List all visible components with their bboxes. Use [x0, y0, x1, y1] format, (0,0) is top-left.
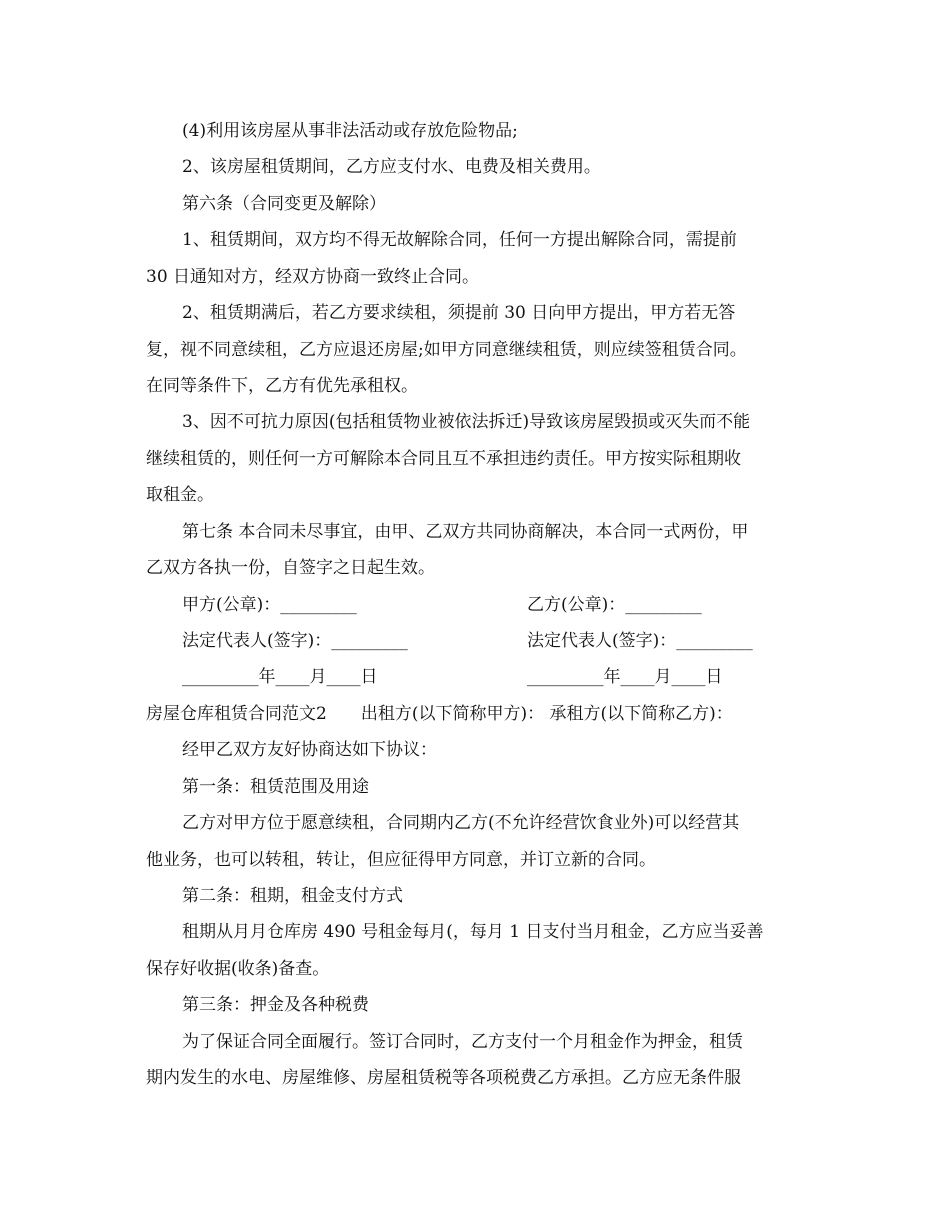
- signature-row-rep: [182, 630, 753, 652]
- section-heading: 第六条（合同变更及解除）: [182, 194, 386, 214]
- contract-title-line: 房屋仓库租赁合同范文2 出租方(以下简称甲方)： 承租方(以下简称乙方)：: [146, 704, 733, 724]
- text-line: (4)利用该房屋从事非法活动或存放危险物品;: [182, 121, 518, 141]
- text-line: 30 日通知对方，经双方协商一致终止合同。: [146, 267, 480, 287]
- party-b-seal: 乙方(公章)：_________: [527, 595, 702, 615]
- text-line: 乙双方各执一份，自签字之日起生效。: [146, 558, 435, 578]
- text-line: 乙方对甲方位于愿意续租，合同期内乙方(不允许经营饮食业外)可以经营其: [182, 813, 740, 833]
- text-line: 他业务，也可以转租，转让，但应征得甲方同意，并订立新的合同。: [146, 850, 656, 870]
- text-line: 期内发生的水电、房屋维修、房屋租赁税等各项税费乙方承担。乙方应无条件服: [146, 1068, 741, 1088]
- text-line: 2、租赁期满后，若乙方要求续租，须提前 30 日向甲方提出，甲方若无答: [182, 303, 736, 323]
- text-line: 在同等条件下，乙方有优先承租权。: [146, 376, 418, 396]
- party-b-representative: 法定代表人(签字)：_________: [527, 631, 753, 651]
- text-line: 经甲乙双方友好协商达如下协议：: [182, 740, 437, 760]
- text-line: 复，视不同意续租，乙方应退还房屋;如甲方同意继续租赁，则应续签租赁合同。: [146, 340, 747, 360]
- text-line: 3、因不可抗力原因(包括租赁物业被依法拆迁)导致该房屋毁损或灭失而不能: [182, 412, 751, 432]
- party-a-representative: 法定代表人(签字)：_________: [182, 631, 408, 651]
- signature-row-seal: [182, 594, 702, 616]
- party-a-date: _________年____月____日: [182, 667, 378, 687]
- party-b-date: _________年____月____日: [527, 667, 723, 687]
- text-line: 1、租赁期间，双方均不得无故解除合同，任何一方提出解除合同，需提前: [182, 230, 737, 250]
- section-heading: 第一条：租赁范围及用途: [182, 777, 369, 797]
- text-line: 2、该房屋租赁期间，乙方应支付水、电费及相关费用。: [182, 157, 601, 177]
- signature-row-date: [182, 666, 723, 688]
- section-heading: 第二条：租期，租金支付方式: [182, 886, 403, 906]
- text-line: 租期从月月仓库房 490 号租金每月(，每月 1 日支付当月租金，乙方应当妥善: [182, 922, 764, 942]
- text-line: 取租金。: [146, 485, 214, 505]
- text-line: 继续租赁的，则任何一方可解除本合同且互不承担违约责任。甲方按实际租期收: [146, 449, 741, 469]
- section-heading: 第三条：押金及各种税费: [182, 995, 369, 1015]
- text-line: 第七条 本合同未尽事宜，由甲、乙双方共同协商解决，本合同一式两份，甲: [182, 522, 749, 542]
- text-line: 为了保证合同全面履行。签订合同时，乙方支付一个月租金作为押金，租赁: [182, 1032, 743, 1052]
- text-line: 保存好收据(收条)备查。: [146, 959, 330, 979]
- party-a-seal: 甲方(公章)：_________: [182, 595, 357, 615]
